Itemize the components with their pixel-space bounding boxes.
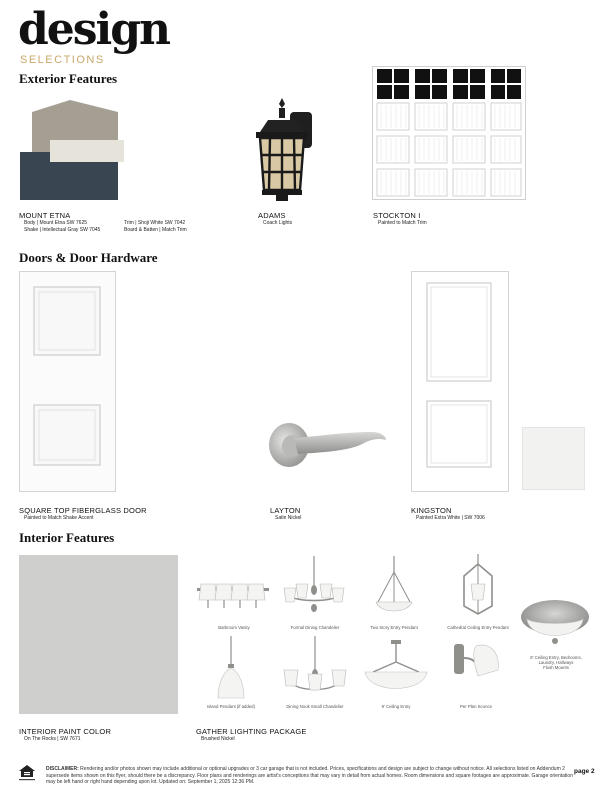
formal-dining-chandelier-image xyxy=(282,556,346,618)
two-story-pendant-label: Two Story Entry Pendant xyxy=(370,625,418,630)
mount-etna-title: MOUNT ETNA xyxy=(19,211,71,220)
stockton-title: STOCKTON I xyxy=(373,211,421,220)
cathedral-pendant-label: Cathedral Ceiling Entry Pendant xyxy=(447,625,509,630)
stockton-sub: Painted to Match Trim xyxy=(378,220,427,226)
flush-mount-label-3: Flush Mounts xyxy=(543,665,569,670)
disclaimer-label: DISCLAIMER: xyxy=(46,766,79,772)
kingston-title: KINGSTON xyxy=(411,506,452,515)
mount-etna-board: Board & Batten | Match Trim xyxy=(124,227,187,233)
page-number: page 2 xyxy=(574,768,595,775)
layton-title: LAYTON xyxy=(270,506,301,515)
per-plan-sconce-label: Per Plan Sconce xyxy=(459,704,492,709)
mount-etna-shake: Shake | Intellectual Gray SW 7045 xyxy=(24,227,101,233)
garage-door-image xyxy=(372,66,526,200)
ceiling-entry-9-label: 9' Ceiling Entry xyxy=(381,704,411,709)
section-title-exterior: Exterior Features xyxy=(19,71,118,86)
kingston-color-swatch xyxy=(522,427,585,490)
dining-nook-chandelier-image xyxy=(283,636,347,700)
adams-sub: Coach Lights xyxy=(263,220,293,226)
flush-mount-label-1: 8' Ceiling Entry, Bedrooms, xyxy=(530,655,582,660)
equal-housing-icon xyxy=(18,764,36,782)
island-pendant-image xyxy=(214,636,248,700)
square-top-door-sub: Painted to Match Shake Accent xyxy=(24,515,94,521)
coach-light-image xyxy=(250,98,316,204)
dining-nook-label: Dining Nook Small Chandelier xyxy=(286,704,344,709)
flush-mount-image xyxy=(519,597,591,649)
interior-paint-sub: On The Rocks | SW 7671 xyxy=(24,736,81,742)
kingston-door-image xyxy=(411,271,509,492)
section-title-interior: Interior Features xyxy=(19,530,115,545)
square-top-door-title: SQUARE TOP FIBERGLASS DOOR xyxy=(19,506,147,515)
logo-subtitle: SELECTIONS xyxy=(20,54,105,66)
cathedral-pendant-image xyxy=(456,554,500,618)
section-title-doors: Doors & Door Hardware xyxy=(19,250,158,265)
per-plan-sconce-image xyxy=(452,640,502,698)
disclaimer-text xyxy=(46,766,574,786)
mount-etna-trim: Trim | Shoji White SW 7042 xyxy=(124,220,186,226)
logo-wordmark: design xyxy=(18,4,170,55)
kingston-sub: Painted Extra White | SW 7006 xyxy=(416,515,485,521)
formal-dining-label: Formal Dining Chandelier xyxy=(290,625,340,630)
two-story-pendant-image xyxy=(372,556,416,618)
gather-lighting-title: GATHER LIGHTING PACKAGE xyxy=(196,727,307,736)
layton-sub: Satin Nickel xyxy=(275,515,302,521)
disclaimer-body: Rendering and/or photos shown may include additional or optional upgrades or 3 car garage that is not included. Prices, specifications and design are subject to change without notice. All selections listed on Addendum 2 supersede items shown on this flyer, should there be a discrepancy. Floor plans and renderings are artist's conceptions that may vary in detail from actual homes. Room dimensions and square footages are approximate. Garage orientation may be left hand or right hand depending upon lot. Updated on: September 1, 2025 12:36 PM. xyxy=(46,766,573,785)
adams-title: ADAMS xyxy=(258,211,286,220)
island-pendant-label: Island Pendant (if added) xyxy=(206,704,255,709)
bathroom-vanity-label: Bathroom Vanity xyxy=(218,625,250,630)
interior-paint-swatch xyxy=(19,555,178,714)
lever-handle-image xyxy=(268,418,390,472)
flush-mount-label-2: Laundry, Hallways xyxy=(538,660,574,665)
gather-lighting-sub: Brushed Nickel xyxy=(201,736,235,742)
ceiling-entry-9-image xyxy=(363,640,429,698)
interior-paint-title: INTERIOR PAINT COLOR xyxy=(19,727,112,736)
square-top-door-image xyxy=(19,271,116,492)
mount-etna-body: Body | Mount Etna SW 7625 xyxy=(24,220,88,226)
mount-etna-swatch xyxy=(20,100,124,202)
bathroom-vanity-image xyxy=(195,578,271,614)
